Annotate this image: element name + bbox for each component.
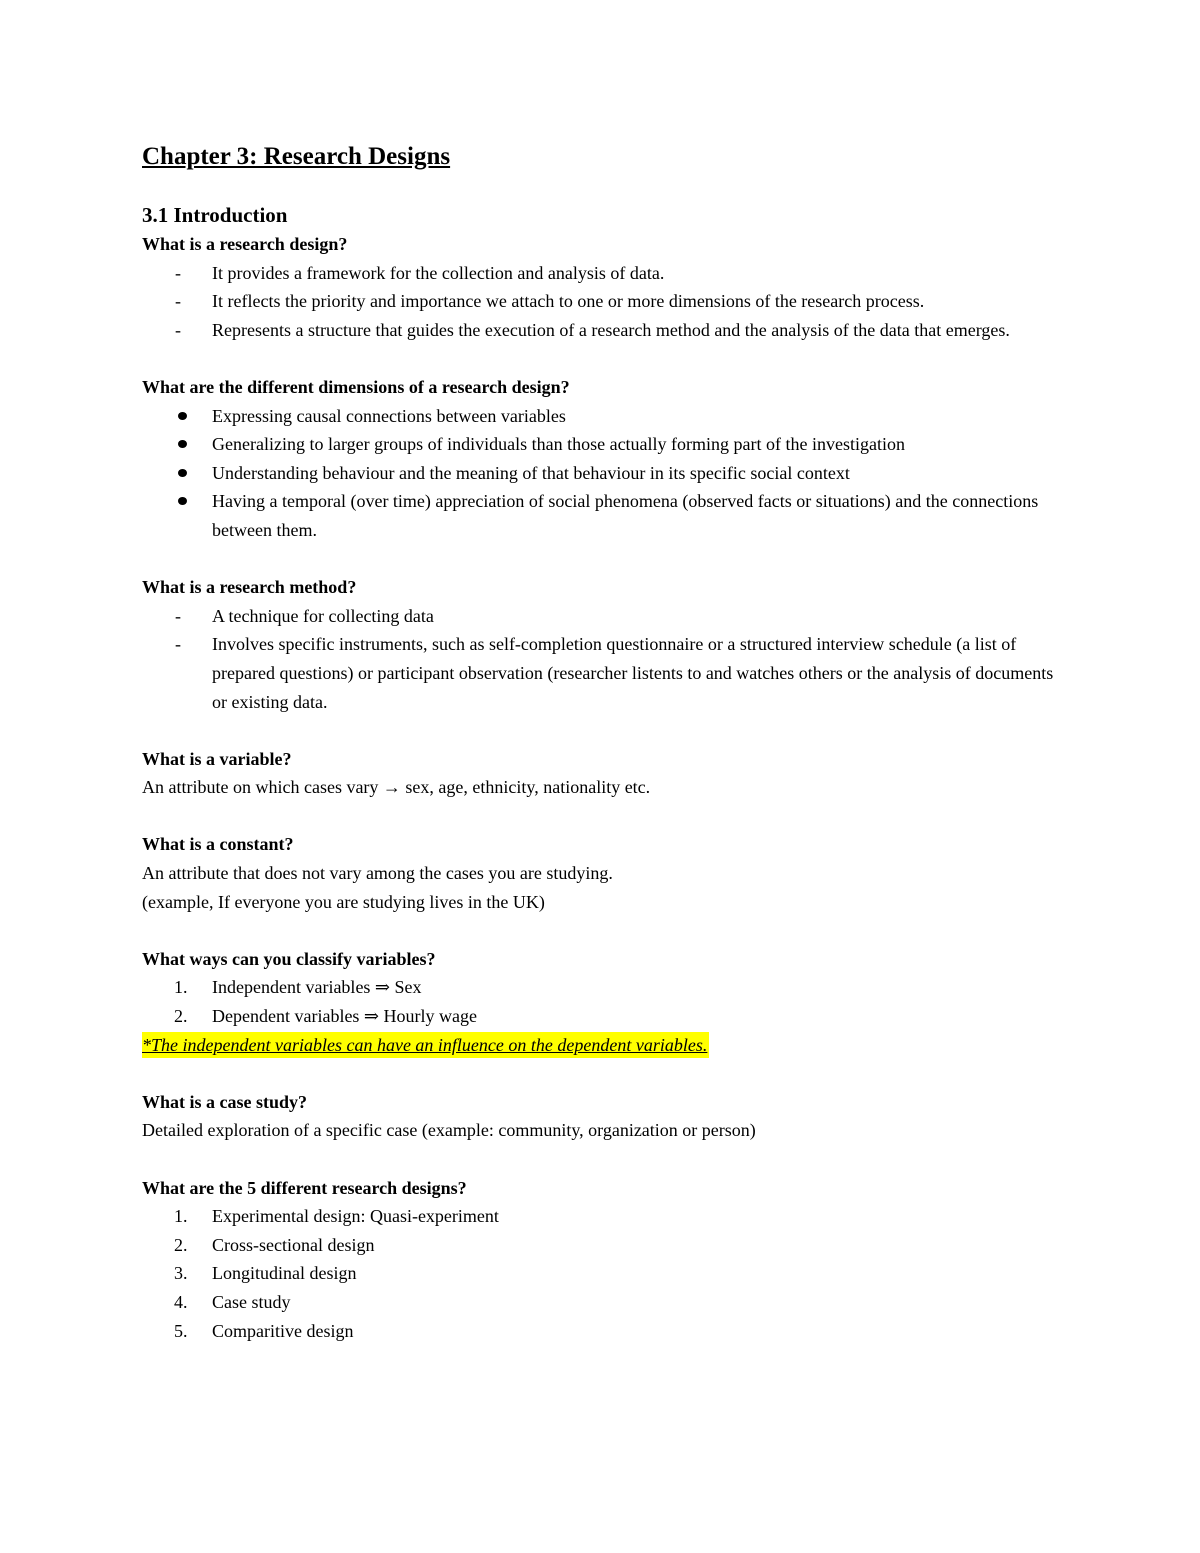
number-marker: 1. (174, 977, 188, 998)
question-designs: What are the 5 different research designs? (142, 1177, 467, 1198)
number-marker: 4. (174, 1291, 188, 1312)
document-page (142, 140, 1062, 1345)
number-marker: 3. (174, 1263, 188, 1284)
answer-constant: An attribute that does not vary among the cases you are studying. (142, 863, 613, 884)
number-marker: 2. (174, 1006, 188, 1027)
question-variable: What is a variable? (142, 748, 292, 769)
example-constant: (example, If everyone you are studying lives in the UK) (142, 891, 545, 912)
list-item: Expressing causal connections between variables (142, 402, 1062, 431)
section-heading: 3.1 Introduction (142, 203, 288, 227)
list-item: - A technique for collecting data (142, 602, 1062, 631)
list-item: Understanding behaviour and the meaning of that behaviour in its specific social context (142, 459, 1062, 488)
number-marker: 1. (174, 1206, 188, 1227)
question-research-method: What is a research method? (142, 577, 357, 598)
answer-case-study: Detailed exploration of a specific case (example: community, organization or person) (142, 1120, 756, 1141)
highlighted-note: *The independent variables can have an influence on the dependent variables. (142, 1032, 709, 1058)
research-design-list (142, 259, 1062, 345)
number-marker: 5. (174, 1320, 188, 1341)
question-classify: What ways can you classify variables? (142, 948, 436, 969)
bullet-icon (178, 440, 187, 448)
number-marker: 2. (174, 1234, 188, 1255)
bullet-icon (178, 497, 187, 505)
dimensions-list (142, 402, 1062, 545)
question-case-study: What is a case study? (142, 1091, 308, 1112)
dash-marker: - (175, 262, 181, 283)
dash-marker: - (175, 291, 181, 312)
list-item: - Represents a structure that guides the execution of a research method and the analysis of the data that emerges. (142, 316, 1062, 345)
list-item: Having a temporal (over time) appreciation of social phenomena (observed facts or situations) and the connections between them. (142, 487, 1062, 544)
list-item: - It provides a framework for the collection and analysis of data. (142, 259, 1062, 288)
dash-marker: - (175, 634, 181, 655)
question-constant: What is a constant? (142, 834, 294, 855)
list-item: 4. Case study (142, 1288, 1062, 1317)
highlight-row (142, 1031, 1062, 1060)
question-research-design: What is a research design? (142, 234, 348, 254)
answer-variable: An attribute on which cases vary → sex, age, ethnicity, nationality etc. (142, 777, 651, 798)
classify-list (142, 973, 1062, 1030)
list-item: - It reflects the priority and importance we attach to one or more dimensions of the research process. (142, 287, 1062, 316)
list-item: - Involves specific instruments, such as self-completion questionnaire or a structured interview schedule (a list of prepared questions) or participant observation (researcher listents to and watches others or the analysis of documents or existing data. (142, 630, 1062, 716)
bullet-icon (178, 469, 187, 477)
list-item: 3. Longitudinal design (142, 1259, 1062, 1288)
designs-list (142, 1202, 1062, 1345)
list-item: 2. Dependent variables ⇒ Hourly wage (142, 1002, 1062, 1031)
list-item: 1. Experimental design: Quasi-experiment (142, 1202, 1062, 1231)
list-item: Generalizing to larger groups of individuals than those actually forming part of the investigation (142, 430, 1062, 459)
question-dimensions: What are the different dimensions of a research design? (142, 376, 570, 397)
dash-marker: - (175, 605, 181, 626)
chapter-title: Chapter 3: Research Designs (142, 143, 451, 170)
bullet-icon (178, 412, 187, 420)
dash-marker: - (175, 319, 181, 340)
list-item: 2. Cross-sectional design (142, 1231, 1062, 1260)
list-item: 1. Independent variables ⇒ Sex (142, 973, 1062, 1002)
list-item: 5. Comparitive design (142, 1317, 1062, 1346)
research-method-list (142, 602, 1062, 716)
